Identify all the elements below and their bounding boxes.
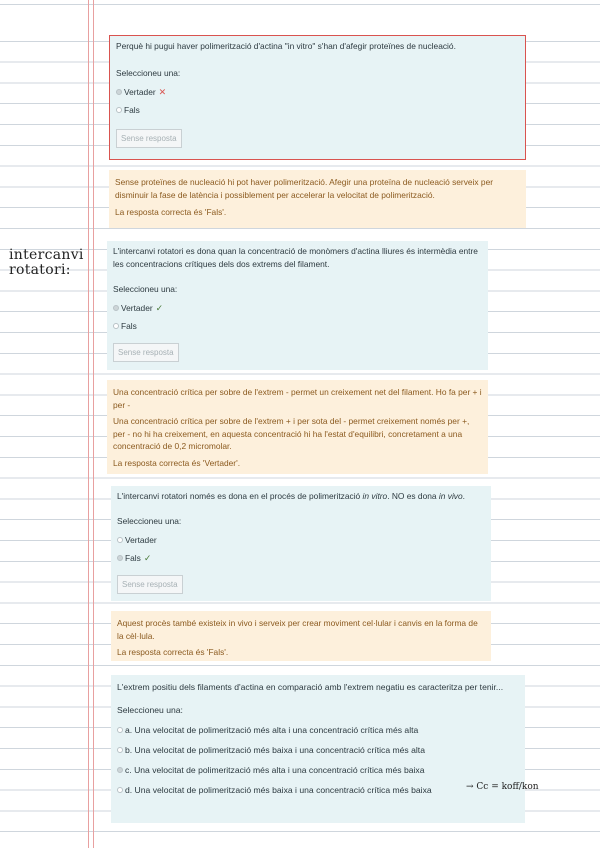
radio-icon[interactable] xyxy=(113,305,119,311)
option-vertader[interactable]: Vertader ✕ xyxy=(116,83,519,101)
feedback-2 xyxy=(107,380,488,474)
cross-icon: ✕ xyxy=(158,86,167,97)
radio-icon[interactable] xyxy=(117,555,123,561)
option-vertader[interactable]: Vertader ✓ xyxy=(113,299,482,317)
feedback-text: Una concentració crítica per sobre de l'extrem - permet un creixement net del filament. Ho fa per + i per - xyxy=(113,387,482,410)
question-stem: L'intercanvi rotatori només es dona en el procés de polimerització in vitro. NO es dona in vivo. xyxy=(117,491,465,501)
feedback-text: Aquest procès també existeix in vivo i serveix per crear moviment cel·lular i canvis en la forma de la cèl·lula. xyxy=(117,618,478,641)
no-answer-button[interactable]: Sense resposta xyxy=(113,343,179,362)
option-fals[interactable]: Fals ✓ xyxy=(117,549,485,567)
handwritten-annotation: → Cc = koff/kon xyxy=(466,782,539,792)
handwritten-line: intercanvi xyxy=(9,247,84,263)
question-stem: Perquè hi pugui haver polimerització d'actina "in vitro" s'han d'afegir proteïnes de nucleació. xyxy=(116,41,456,51)
select-label: Seleccioneu una: xyxy=(113,284,178,294)
radio-icon[interactable] xyxy=(116,89,122,95)
feedback-3 xyxy=(111,611,491,661)
check-icon: ✓ xyxy=(143,552,152,563)
feedback-text: Una concentració crítica per sobre de l'extrem + i per sota del - permet creixement només per +, per - no hi ha creixement, en aquesta concentració hi ha l'estat d'equilibri, concretament a una concentració de 0,2 micromolar. xyxy=(113,416,470,451)
radio-icon[interactable] xyxy=(117,747,123,753)
correct-answer: La resposta correcta és 'Fals'. xyxy=(115,207,227,217)
no-answer-button[interactable]: Sense resposta xyxy=(116,129,182,148)
option-fals[interactable]: Fals xyxy=(116,101,519,119)
no-answer-button[interactable]: Sense resposta xyxy=(117,575,183,594)
margin-line xyxy=(88,0,89,848)
select-label: Seleccioneu una: xyxy=(116,68,181,78)
radio-icon[interactable] xyxy=(117,727,123,733)
option-a[interactable]: a. Una velocitat de polimerització més alta i una concentració crítica més alta xyxy=(117,720,519,740)
option-b[interactable]: b. Una velocitat de polimerització més baixa i una concentració crítica més alta xyxy=(117,740,519,760)
question-4 xyxy=(111,675,525,823)
option-vertader[interactable]: Vertader xyxy=(117,531,485,549)
question-stem: L'intercanvi rotatori es dona quan la concentració de monòmers d'actina lliures és intermèdia entre les concentracions crítiques dels dos extrems del filament. xyxy=(113,246,478,269)
handwritten-line: rotatori: xyxy=(9,262,71,278)
feedback-1 xyxy=(109,170,526,228)
correct-answer: La resposta correcta és 'Fals'. xyxy=(117,647,229,657)
question-2 xyxy=(107,241,488,370)
option-d[interactable]: d. Una velocitat de polimerització més baixa i una concentració crítica més baixa xyxy=(117,780,519,800)
radio-icon[interactable] xyxy=(117,537,123,543)
select-label: Seleccioneu una: xyxy=(117,705,183,715)
question-1 xyxy=(109,35,526,160)
check-icon: ✓ xyxy=(155,302,164,313)
option-fals[interactable]: Fals xyxy=(113,317,482,335)
margin-line xyxy=(93,0,94,848)
question-3 xyxy=(111,486,491,601)
radio-icon[interactable] xyxy=(117,787,123,793)
radio-icon[interactable] xyxy=(116,107,122,113)
option-c[interactable]: c. Una velocitat de polimerització més alta i una concentració crítica més baixa xyxy=(117,760,519,780)
handwritten-note xyxy=(9,248,84,278)
radio-icon[interactable] xyxy=(117,767,123,773)
question-stem: L'extrem positiu dels filaments d'actina en comparació amb l'extrem negatiu es caracteritza per tenir... xyxy=(117,682,504,692)
feedback-text: Sense proteïnes de nucleació hi pot haver polimerització. Afegir una proteïna de nucleació serveix per disminuir la fase de latència i possiblement per accelerar la velocitat de polimerització. xyxy=(115,177,494,200)
correct-answer: La resposta correcta és 'Vertader'. xyxy=(113,457,241,468)
select-label: Seleccioneu una: xyxy=(117,516,182,526)
radio-icon[interactable] xyxy=(113,323,119,329)
